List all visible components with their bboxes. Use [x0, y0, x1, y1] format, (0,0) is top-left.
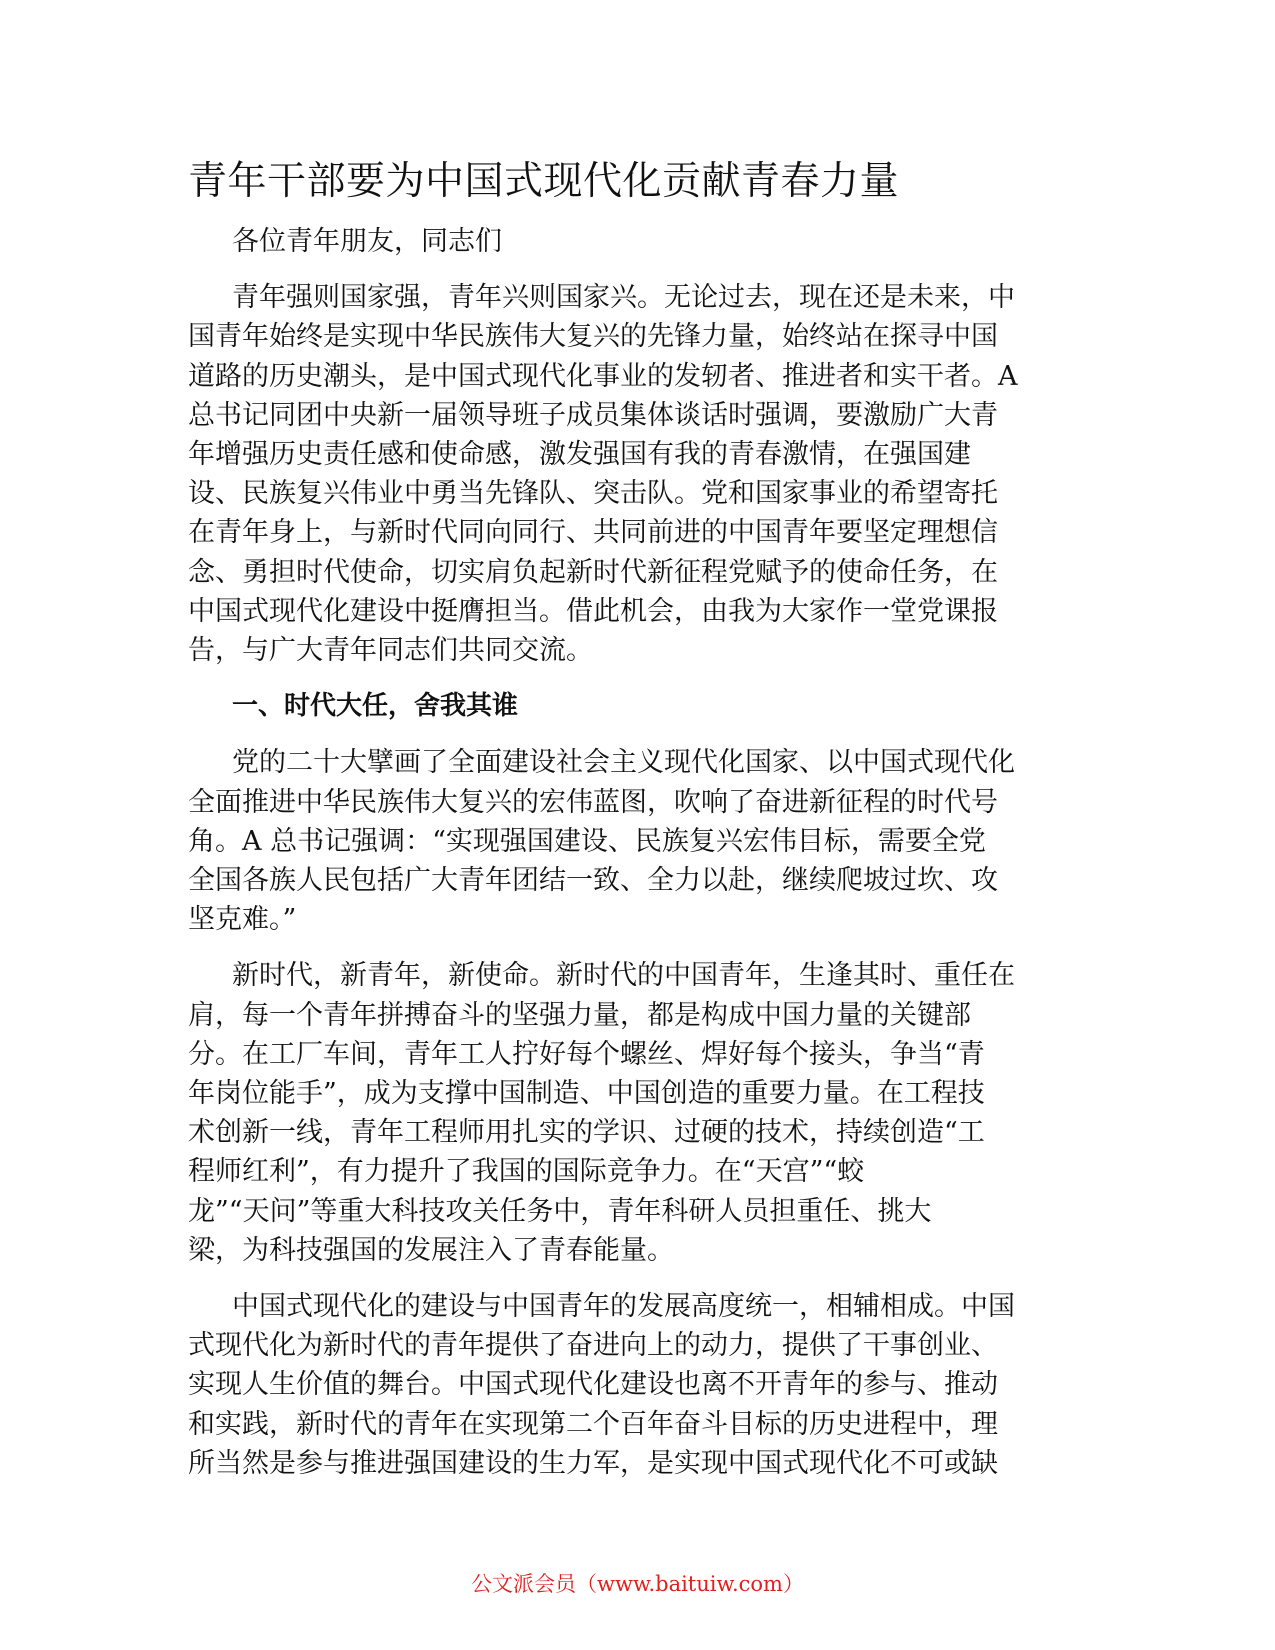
paragraph-4	[188, 1287, 1088, 1483]
paragraph-1	[188, 278, 1088, 670]
paragraph-line: 念、勇担时代使命，切实肩负起新时代新征程党赋予的使命任务，在	[188, 556, 998, 588]
paragraph-line: 设、民族复兴伟业中勇当先锋队、突击队。党和国家事业的希望寄托	[188, 478, 998, 510]
paragraph-line: 所当然是参与推进强国建设的生力军，是实现中国式现代化不可或缺	[188, 1447, 998, 1479]
section-heading: 一、时代大任，舍我其谁	[232, 691, 519, 722]
paragraph-line: 青年强则国家强，青年兴则国家兴。无论过去，现在还是未来，中	[232, 282, 1015, 314]
paragraph-line: 角。A 总书记强调：“实现强国建设、民族复兴宏伟目标，需要全党	[188, 825, 986, 857]
paragraph-line: 分。在工厂车间，青年工人拧好每个螺丝、焊好每个接头，争当“青	[188, 1038, 985, 1070]
paragraph-line: 肩，每一个青年拼搏奋斗的坚强力量，都是构成中国力量的关键部	[188, 999, 971, 1031]
paragraph-line: 实现人生价值的舞台。中国式现代化建设也离不开青年的参与、推动	[188, 1369, 998, 1401]
paragraph-line: 龙”“天问”等重大科技攻关任务中，青年科研人员担重任、挑大	[188, 1195, 932, 1227]
paragraph-line: 在青年身上，与新时代同向同行、共同前进的中国青年要坚定理想信	[188, 517, 998, 549]
paragraph-line: 程师红利”，有力提升了我国的国际竞争力。在“天宫”“蛟	[188, 1156, 865, 1188]
paragraph-line: 术创新一线，青年工程师用扎实的学识、过硬的技术，持续创造“工	[188, 1117, 985, 1149]
salutation: 各位青年朋友，同志们	[232, 226, 502, 257]
document-title: 青年干部要为中国式现代化贡献青春力量	[188, 159, 900, 204]
paragraph-line: 全面推进中华民族伟大复兴的宏伟蓝图，吹响了奋进新征程的时代号	[188, 786, 998, 818]
paragraph-2	[188, 743, 1088, 939]
footer-watermark-link[interactable]: 公文派会员（www.baituiw.com）	[471, 1572, 804, 1596]
paragraph-line: 中国式现代化建设中挺膺担当。借此机会，由我为大家作一堂党课报	[188, 595, 998, 627]
paragraph-line: 坚克难。”	[188, 904, 297, 936]
paragraph-3	[188, 956, 1088, 1270]
paragraph-line: 和实践，新时代的青年在实现第二个百年奋斗目标的历史进程中，理	[188, 1408, 998, 1440]
paragraph-line: 中国式现代化的建设与中国青年的发展高度统一，相辅相成。中国	[232, 1291, 1015, 1323]
paragraph-line: 告，与广大青年同志们共同交流。	[188, 635, 593, 667]
paragraph-line: 总书记同团中央新一届领导班子成员集体谈话时强调，要激励广大青	[188, 399, 998, 431]
paragraph-line: 国青年始终是实现中华民族伟大复兴的先锋力量，始终站在探寻中国	[188, 321, 998, 353]
paragraph-line: 梁，为科技强国的发展注入了青春能量。	[188, 1234, 674, 1266]
paragraph-line: 道路的历史潮头，是中国式现代化事业的发轫者、推进者和实干者。A	[188, 360, 1018, 392]
paragraph-line: 新时代，新青年，新使命。新时代的中国青年，生逢其时、重任在	[232, 960, 1015, 992]
paragraph-line: 式现代化为新时代的青年提供了奋进向上的动力，提供了干事创业、	[188, 1330, 998, 1362]
paragraph-line: 全国各族人民包括广大青年团结一致、全力以赴，继续爬坡过坎、攻	[188, 865, 998, 897]
paragraph-line: 年岗位能手”，成为支撑中国制造、中国创造的重要力量。在工程技	[188, 1078, 985, 1110]
paragraph-line: 党的二十大擘画了全面建设社会主义现代化国家、以中国式现代化	[232, 747, 1015, 779]
paragraph-line: 年增强历史责任感和使命感，激发强国有我的青春激情，在强国建	[188, 439, 971, 471]
document-body	[188, 222, 1088, 1500]
